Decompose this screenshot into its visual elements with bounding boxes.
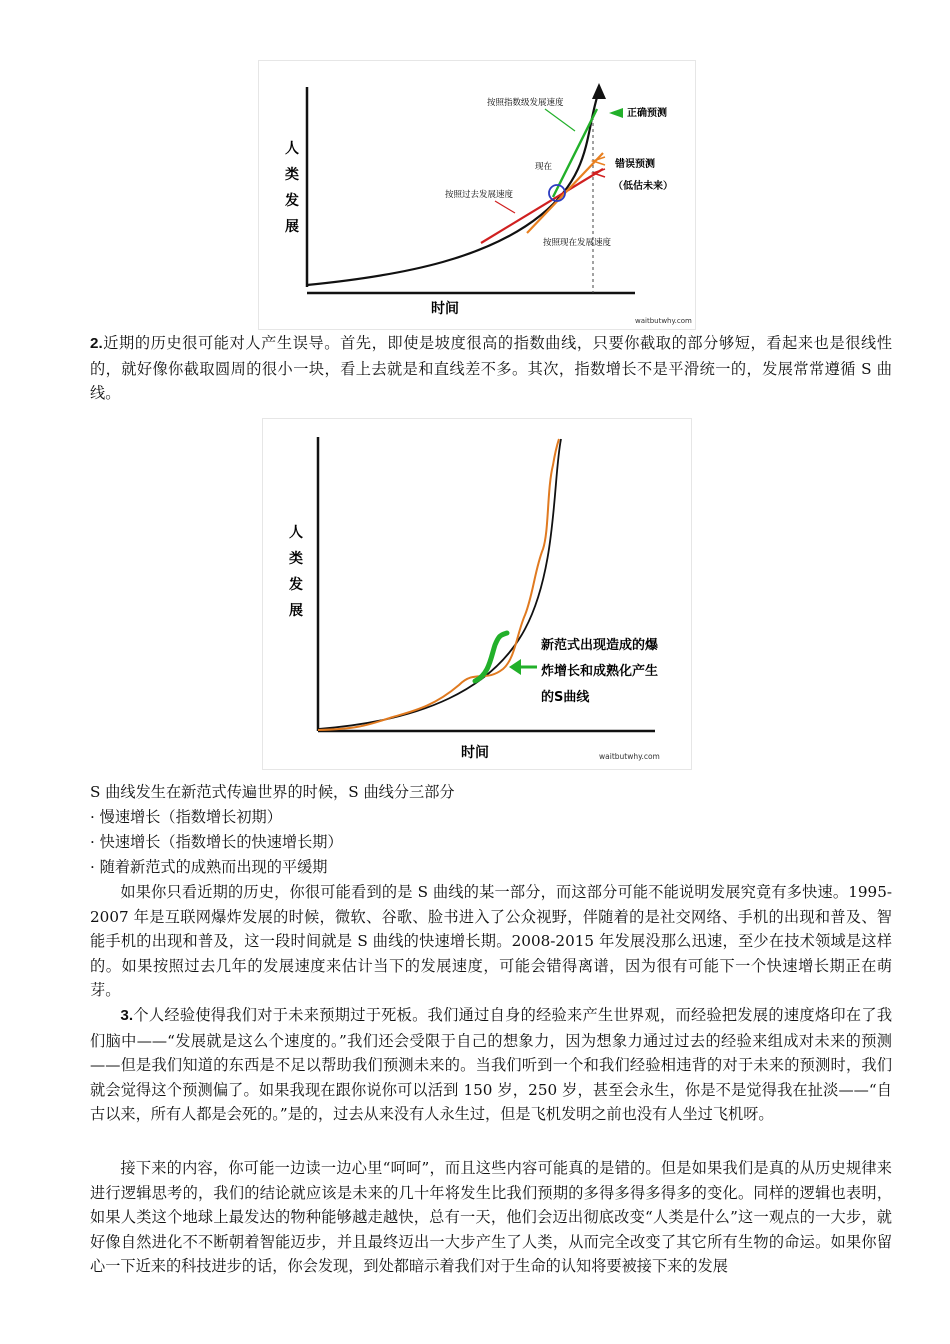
figure1-watermark: waitbutwhy.com [635,317,692,325]
paragraph-3-text: 个人经验使得我们对于未来预期过于死板。我们通过自身的经验来产生世界观，而经验把发展的速度烙印在了我们脑中——“发展就是这么个速度的。”我们还会受限于自己的想象力，因为想象力通过过去的经验来组成对未来的预测——但是我们知道的东西是不足以帮助我们预测未来的。当我们听到一个和我们经验相违背的对于未来的预测时，我们就会觉得这个预测偏了。如果我现在跟你说你可以活到 150 岁，250 岁，甚至会永生，你是不是觉得我在扯淡——“自古以来，所有人都是会死的。”是的，过去从来没有人永生过，但是飞机发明之前也没有人坐过飞机呀。 [90,1006,892,1124]
figure2-s-curves [318,439,559,730]
figure1-correct-arrow [609,108,623,118]
figure1-label-past-pointer [495,201,515,213]
figure2-xlabel: 时间 [461,745,489,761]
paragraph-next-text: 接下来的内容，你可能一边读一边心里“呵呵”，而且这些内容可能真的是错的。但是如果我们是真的从历史规律来进行逻辑思考的，我们的结论就应该是未来的几十年将发生比我们预期的多得多得多得多的变化。同样的逻辑也表明，如果人类这个地球上最发达的物种能够越走越快，总有一天，他们会迈出彻底改变“人类是什么”这一观点的一大步，就好像自然进化不不断朝着智能迈步，并且最终迈出一大步产生了人类，从而完全改变了其它所有生物的命运。如果你留心一下近来的科技进步的话，你会发现，到处都暗示着我们对于生命的认知将要被接下来的发展 [90,1159,892,1276]
s-curve-part-1: · 慢速增长（指数增长初期） [90,808,282,826]
s-curve-intro: S 曲线发生在新范式传遍世界的时候，S 曲线分三部分 [90,783,455,801]
figure2-arrow-head [509,659,521,675]
s-curve-part-3: · 随着新范式的成熟而出现的平缓期 [90,858,328,876]
figure1-curve-arrowhead [592,83,606,99]
figure1-ylabel-1: 人 [285,141,299,157]
figure-exponential-prediction [258,60,696,330]
figure1-label-past: 按照过去发展速度 [445,190,514,200]
figure1-label-now: 现在 [535,162,553,172]
paragraph-3 [90,1003,892,1127]
figure1-label-correct: 正确预测 [627,108,667,119]
figure2-annotation-3: 的S曲线 [541,690,590,705]
figure1-label-wrong-sub: （低估未来） [613,181,673,192]
figure2-ylabel-2: 类 [289,551,303,567]
figure2-annotation-2: 炸增长和成熟化产生 [541,664,659,679]
paragraph-2-text: 近期的历史很可能对人产生误导。首先，即使是坡度很高的指数曲线，只要你截取的部分够短，看起来也是很线性的，就好像你截取圆周的很小一块，看上去就是和直线差不多。其次，指数增长不是平滑统一的，发展常常遵循 S 曲线。 [90,334,892,403]
figure1-ylabel-2: 类 [285,167,299,183]
figure2-annotation-1: 新范式出现造成的爆 [541,638,659,653]
paragraph-next [90,1156,892,1279]
paragraph-history [90,880,892,1003]
figure2-ylabel-3: 发 [289,577,303,593]
figure2-chart [263,419,691,769]
figure2-exponential-curve [318,439,561,729]
paragraph-2-number: 2. [90,335,103,352]
paragraph-history-text: 如果你只看近期的历史，你很可能看到的是 S 曲线的某一部分，而这部分可能不能说明发展究竟有多快速。1995-2007 年是互联网爆炸发展的时候，微软、谷歌、脸书进入了公众视野，伴随着的是社交网络、手机的出现和普及、智能手机的出现和普及，这一段时间就是 S 曲线的快速增长期。2008-2015 年发展没那么迅速，至少在技术领域是这样的。如果按照过去几年的发展速度来估计当下的发展速度，可能会错得离谱，因为很有可能下一个快速增长期正在萌芽。 [90,883,892,1000]
figure1-past-speed-line [481,169,603,243]
figure2-highlight-s [475,633,507,681]
s-curve-part-2: · 快速增长（指数增长的快速增长期） [90,833,343,851]
figure2-watermark: waitbutwhy.com [599,752,660,761]
figure1-xlabel: 时间 [431,301,459,317]
figure1-label-exp: 按照指数级发展速度 [487,98,564,108]
figure1-label-wrong: 错误预测 [615,159,655,170]
figure1-exponential-curve [307,91,599,285]
paragraph-2 [90,331,892,406]
figure-s-curve [262,418,692,770]
figure2-ylabel-1: 人 [289,525,303,541]
figure2-ylabel-4: 展 [289,603,303,619]
paragraph-3-number: 3. [120,1007,134,1024]
figure1-chart [259,61,695,329]
figure1-label-present: 按照现在发展速度 [543,238,612,248]
figure1-ylabel-3: 发 [285,193,299,209]
figure1-label-exp-pointer [545,109,575,131]
figure1-ylabel-4: 展 [285,219,299,235]
